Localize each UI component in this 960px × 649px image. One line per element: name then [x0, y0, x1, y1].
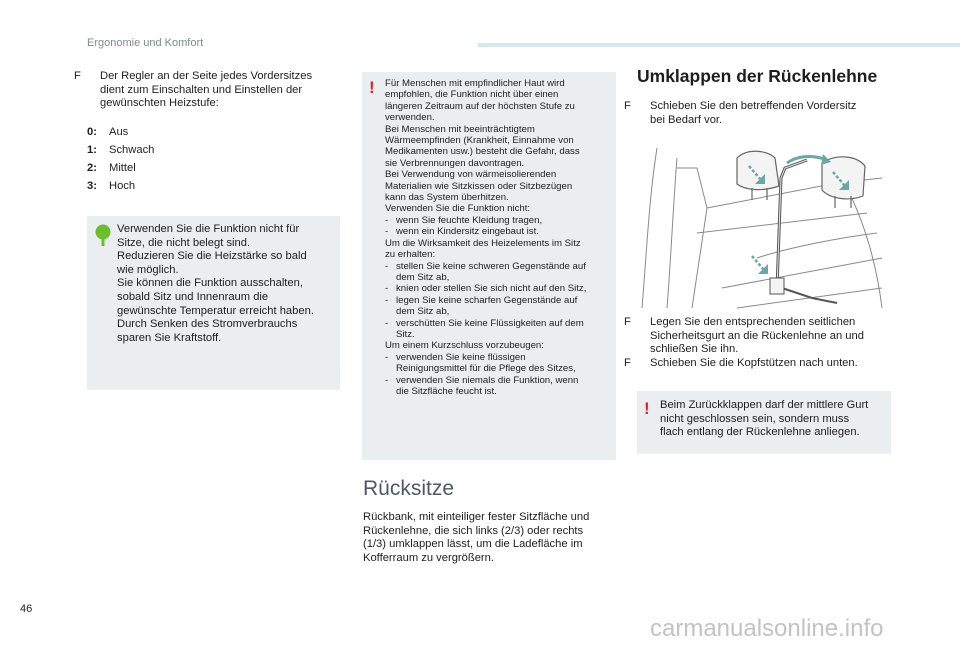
level-label: Hoch [109, 180, 136, 192]
heating-warning-box [362, 72, 616, 460]
step-text: Schieben Sie den betreffenden Vordersitz [650, 100, 857, 112]
warning-line: zu erhalten: [385, 249, 436, 261]
warning-line: Für Menschen mit empfindlicher Haut wird [385, 78, 565, 89]
body-line: Kofferraum zu vergrößern. [363, 551, 494, 564]
dash: - [385, 351, 389, 363]
warning-item-text: Reinigungsmittel für die Pflege des Sitzes, [396, 363, 576, 375]
step-text: Legen Sie den entsprechenden seitlichen [650, 316, 856, 328]
step-text: schließen Sie ihn. [650, 343, 739, 356]
level-label: Schwach [109, 144, 155, 156]
level-key: 0: [87, 126, 97, 138]
warning-list-item [385, 352, 613, 375]
heat-levels-list [87, 126, 287, 196]
level-row [87, 144, 155, 158]
level-label: Aus [109, 126, 129, 138]
level-key: 3: [87, 180, 97, 192]
warning-item-text: verwenden Sie keine flüssigen [396, 351, 526, 363]
level-row [87, 162, 136, 176]
step-text: bei Bedarf vor. [650, 113, 723, 126]
step-paragraph [624, 100, 889, 127]
step-text: Schieben Sie die Kopfstützen nach unten. [650, 356, 858, 369]
level-key: 1: [87, 144, 97, 156]
header-accent-bar [478, 43, 960, 47]
dash: - [385, 226, 389, 238]
level-key: 2: [87, 162, 97, 174]
body-line: Rückbank, mit einteiliger fester Sitzfläche und [363, 511, 590, 523]
page-number: 46 [20, 603, 33, 615]
warning-item-text: dem Sitz ab, [396, 306, 450, 318]
warning-line: Verwenden Sie die Funktion nicht: [385, 203, 531, 215]
rear-seat-fold-illustration [637, 138, 887, 310]
warning-item-text: die Sitzfläche feucht ist. [396, 385, 497, 397]
warning-list-item [385, 375, 613, 398]
warning-list-item [385, 318, 613, 341]
warning-item-text: wenn Sie feuchte Kleidung tragen, [396, 214, 543, 226]
bullet-marker: F [624, 356, 631, 369]
intro-text: Der Regler an der Seite jedes Vordersitzes dient zum Einschalten und Einstellen der gewünschten Heizstufe: [100, 70, 313, 110]
warning-item-text: dem Sitz ab, [396, 271, 450, 283]
fold-warning-box [637, 391, 891, 454]
step-paragraph [624, 316, 892, 357]
warning-line: Um die Wirksamkeit des Heizelements im Sitz [385, 237, 581, 249]
eco-line: Durch Senken des Stromverbrauchs [117, 318, 298, 331]
warning-exclamation-icon: ! [644, 399, 650, 418]
level-label: Mittel [109, 162, 136, 174]
eco-line: gewünschte Temperatur erreicht haben. [117, 304, 314, 317]
section-header: Ergonomie und Komfort [87, 37, 204, 49]
dash: - [385, 214, 389, 226]
body-line: Rückenlehne, die sich links (2/3) oder rechts [363, 524, 584, 537]
eco-tip-text [117, 223, 337, 345]
warning-item-text: Sitz. [396, 328, 415, 340]
body-line: (1/3) umklappen lässt, um die Ladefläche im [363, 538, 583, 551]
step-text: Sicherheitsgurt an die Rückenlehne an und [650, 329, 864, 342]
warning-line: Medikamenten usw.) besteht die Gefahr, dass [385, 146, 580, 158]
eco-line: sobald Sitz und Innenraum die [117, 290, 269, 303]
warning-line: verwenden. [385, 112, 435, 124]
dash: - [385, 374, 389, 386]
dash: - [385, 283, 389, 295]
bullet-marker: F [74, 70, 81, 82]
warning-item-text: verschütten Sie keine Flüssigkeiten auf dem [396, 317, 584, 329]
warning-item-text: wenn ein Kindersitz eingebaut ist. [396, 226, 539, 238]
eco-line: Verwenden Sie die Funktion nicht für [117, 223, 300, 235]
dash: - [385, 317, 389, 329]
warning-line: flach entlang der Rückenlehne anliegen. [660, 426, 860, 439]
warning-line: Materialien wie Sitzkissen oder Sitzbezügen [385, 180, 573, 192]
rear-seats-heading: Rücksitze [363, 477, 455, 500]
eco-line: Sitze, die nicht belegt sind. [117, 236, 251, 249]
eco-line: Sie können die Funktion ausschalten, [117, 277, 303, 290]
warning-line: Bei Menschen mit beeinträchtigtem [385, 123, 535, 135]
eco-line: sparen Sie Kraftstoff. [117, 331, 222, 344]
warning-list-item [385, 295, 613, 318]
bullet-marker: F [624, 100, 631, 112]
eco-tip-box [87, 216, 340, 390]
warning-list-item [385, 215, 613, 226]
eco-tree-icon [95, 224, 111, 246]
step-paragraph [624, 356, 892, 371]
step-1 [624, 100, 889, 127]
warning-line: Wärmeempfinden (Krankheit, Einnahme von [385, 135, 574, 147]
fold-warning-text [660, 399, 888, 440]
warning-list-item [385, 283, 613, 294]
eco-line: wie möglich. [117, 263, 179, 276]
warning-line: empfohlen, die Funktion nicht über einen [385, 89, 559, 101]
dash: - [385, 260, 389, 272]
warning-exclamation-icon: ! [369, 78, 375, 97]
warning-line: Um einem Kurzschluss vorzubeugen: [385, 340, 544, 352]
steps-2-3 [624, 316, 892, 370]
warning-text [385, 78, 613, 397]
warning-item-text: legen Sie keine scharfen Gegenstände auf [396, 294, 578, 306]
eco-line: Reduzieren Sie die Heizstärke so bald [117, 250, 307, 263]
watermark: carmanualsonline.info [650, 615, 884, 642]
warning-list-item [385, 261, 613, 284]
intro-paragraph [74, 70, 337, 111]
warning-line: Bei Verwendung von wärmeisolierenden [385, 169, 557, 181]
warning-item-text: verwenden Sie niemals die Funktion, wenn [396, 374, 579, 386]
level-row [87, 126, 129, 140]
warning-line: sie Verbrennungen davontragen. [385, 157, 525, 169]
warning-line: Beim Zurückklappen darf der mittlere Gurt [660, 399, 869, 411]
heating-intro [74, 70, 337, 111]
rear-seats-description [363, 511, 615, 565]
warning-item-text: stellen Sie keine schweren Gegenstände auf [396, 260, 586, 272]
warning-item-text: knien oder stellen Sie sich nicht auf den Sitz, [396, 283, 587, 295]
warning-list-item [385, 226, 613, 237]
dash: - [385, 294, 389, 306]
warning-line: längeren Zeitraum auf der höchsten Stufe zu [385, 100, 575, 112]
fold-backrest-heading: Umklappen der Rückenlehne [637, 66, 878, 86]
warning-line: kann das System überhitzen. [385, 192, 509, 204]
level-row [87, 180, 136, 194]
bullet-marker: F [624, 316, 631, 328]
warning-line: nicht geschlossen sein, sondern muss [660, 412, 850, 425]
